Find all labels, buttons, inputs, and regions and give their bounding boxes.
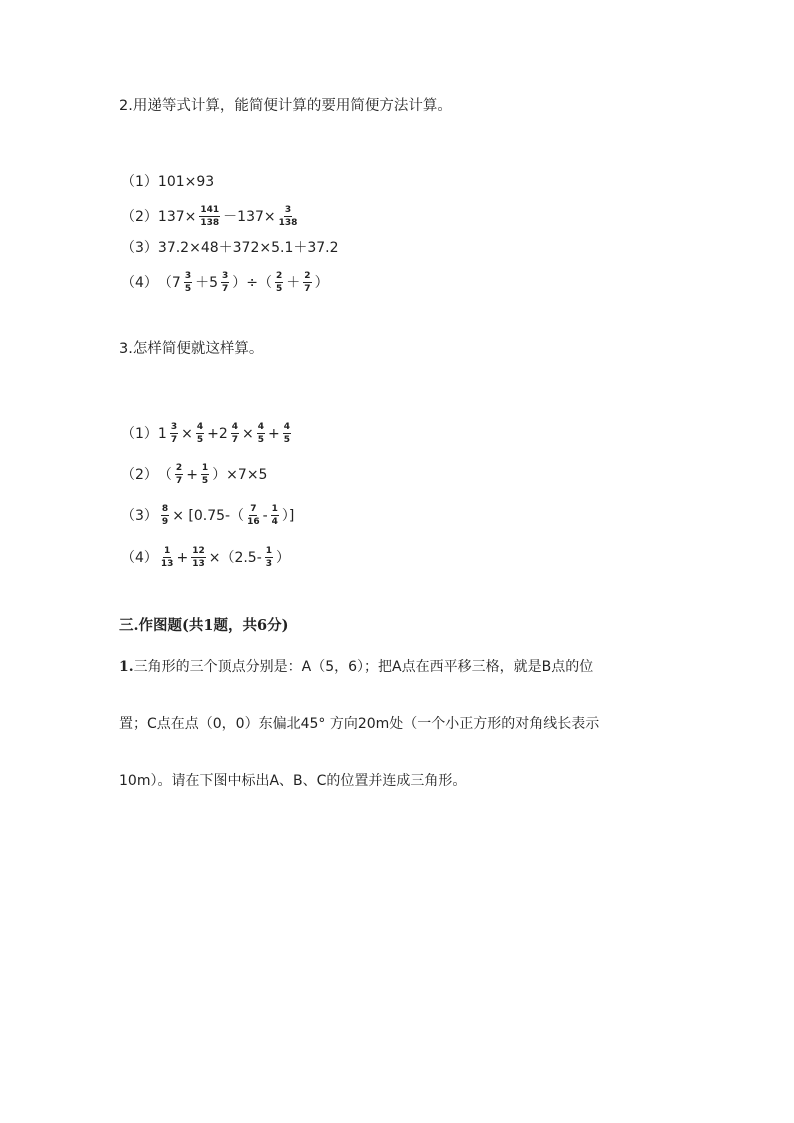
- numerator: 1: [271, 504, 278, 514]
- item-label: （1）: [121, 425, 158, 442]
- numerator: 4: [196, 422, 204, 432]
- numerator: 2: [304, 271, 311, 281]
- expr-part: +: [268, 425, 280, 442]
- denominator: 7: [231, 435, 239, 445]
- item-label: （2）: [121, 208, 158, 225]
- expression: 101×93: [157, 174, 215, 190]
- numerator: 1: [164, 546, 171, 556]
- fraction: [161, 546, 174, 569]
- expr-part: ）: [314, 274, 329, 291]
- fraction: [201, 463, 209, 486]
- item-label: （3）: [121, 507, 158, 524]
- denominator: 7: [304, 284, 311, 294]
- denominator: 13: [192, 559, 205, 569]
- expr-part: 1: [157, 425, 167, 442]
- fraction: [175, 463, 183, 486]
- item-label: （3）: [121, 240, 158, 256]
- denominator: 9: [161, 517, 169, 527]
- q2-item-4: [121, 271, 329, 294]
- fraction: [265, 546, 273, 569]
- numerator: 2: [276, 271, 283, 281]
- q2-item-2: [121, 205, 300, 228]
- item-label: （2）: [121, 466, 158, 483]
- denominator: 3: [265, 559, 273, 569]
- q2-title: 2.用递等式计算，能简便计算的要用简便方法计算。: [119, 98, 452, 114]
- fraction: [184, 271, 192, 294]
- denominator: 138: [278, 218, 298, 228]
- denominator: 7: [175, 476, 183, 486]
- expr-part: ＋: [286, 274, 301, 291]
- expr-part: × [0.75-（: [172, 507, 245, 524]
- fraction: [275, 271, 283, 294]
- fraction: [196, 422, 204, 445]
- item-label: （4）: [121, 549, 158, 566]
- expr-part: +2: [207, 425, 228, 442]
- numerator: 4: [257, 422, 265, 432]
- expr-part: ）]: [281, 507, 295, 524]
- expr-part: ）: [276, 549, 291, 566]
- fraction: [191, 546, 206, 569]
- numerator: 1: [201, 463, 209, 473]
- fraction: [170, 422, 178, 445]
- numerator: 3: [284, 205, 292, 215]
- fraction: [199, 205, 220, 228]
- denominator: 5: [196, 435, 204, 445]
- q3-item-1: [121, 422, 294, 445]
- expr-part: ）×7×5: [212, 466, 268, 483]
- item-label: （1）: [121, 174, 158, 190]
- numerator: 1: [265, 546, 273, 556]
- numerator: 4: [283, 422, 291, 432]
- q2-item-3: [121, 238, 339, 258]
- fraction: [283, 422, 291, 445]
- denominator: 5: [276, 284, 283, 294]
- numerator: 3: [222, 271, 229, 281]
- expr-part: ）÷（: [232, 274, 273, 291]
- expr-part: －137×: [223, 208, 276, 225]
- expr-part: ×: [242, 425, 254, 442]
- denominator: 7: [222, 284, 229, 294]
- numerator: 3: [170, 422, 178, 432]
- expr-part: +: [176, 549, 189, 566]
- numerator: 2: [175, 463, 183, 473]
- numerator: 8: [161, 504, 169, 514]
- denominator: 16: [247, 517, 260, 527]
- fraction: [279, 205, 298, 228]
- q3-item-2: [121, 463, 267, 486]
- expression: 37.2×48＋372×5.1＋37.2: [157, 240, 339, 256]
- denominator: 4: [271, 517, 278, 527]
- denominator: 13: [160, 559, 174, 569]
- numerator: 7: [250, 504, 257, 514]
- denominator: 7: [170, 435, 178, 445]
- section-3-q1-line-3: 10m）。请在下图中标出A、B、C的位置并连成三角形。: [119, 773, 467, 789]
- numerator: 12: [192, 546, 205, 556]
- expr-part: ×（2.5-: [208, 549, 262, 566]
- numerator: 141: [200, 205, 220, 215]
- expr-part: 137×: [157, 208, 197, 225]
- section-3-title: 三.作图题(共1题，共6分): [119, 617, 289, 634]
- denominator: 5: [283, 435, 291, 445]
- q3-item-4: [121, 546, 290, 569]
- numerator: 3: [184, 271, 192, 281]
- numerator: 4: [231, 422, 239, 432]
- fraction: [257, 422, 265, 445]
- q3-item-3: [121, 504, 294, 527]
- denominator: 138: [200, 218, 220, 228]
- question-text: 三角形的三个顶点分别是：A（5，6）；把A点在西平移三格，就是B点的位: [133, 659, 594, 675]
- expr-part: +: [186, 466, 198, 483]
- fraction: [161, 504, 169, 527]
- fraction: [247, 504, 260, 527]
- section-3-q1-line-1: [119, 657, 593, 677]
- denominator: 5: [257, 435, 265, 445]
- fraction: [221, 271, 229, 294]
- expr-part: ＋5: [195, 274, 219, 291]
- question-number: 1.: [119, 659, 134, 675]
- expr-part: （: [157, 466, 172, 483]
- fraction: [231, 422, 239, 445]
- item-label: （4）: [121, 274, 158, 291]
- fraction: [303, 271, 311, 294]
- q2-item-1: [121, 172, 214, 192]
- denominator: 5: [201, 476, 209, 486]
- section-3-q1-line-2: 置；C点在点（0，0）东偏北45° 方向20m处（一个小正方形的对角线长表示: [119, 716, 600, 732]
- expr-part: -: [262, 507, 268, 524]
- denominator: 5: [184, 284, 192, 294]
- q3-title: 3.怎样简便就这样算。: [119, 341, 264, 357]
- expr-part: （7: [157, 274, 181, 291]
- fraction: [271, 504, 279, 527]
- expr-part: ×: [181, 425, 193, 442]
